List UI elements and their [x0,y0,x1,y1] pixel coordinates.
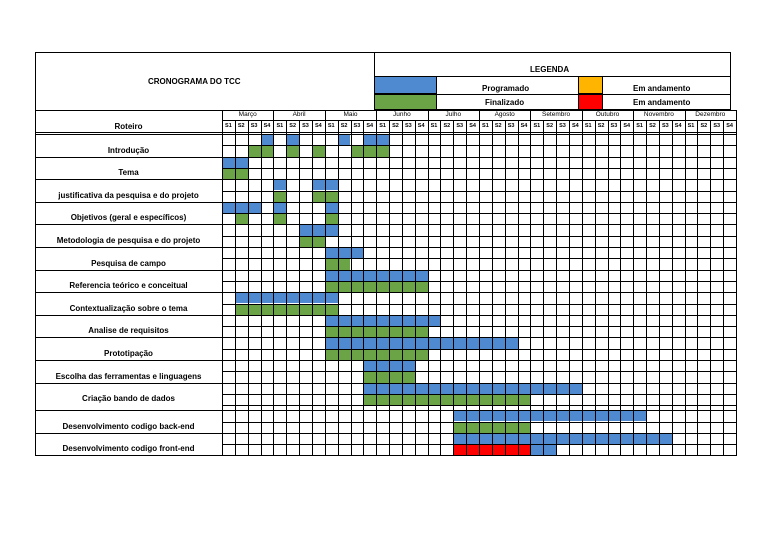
week-label: S1 [379,123,386,129]
month-divider [479,110,480,455]
row-divider [35,247,737,248]
subrow-divider [222,444,736,445]
row-divider [222,405,736,406]
row-divider [35,179,737,180]
month-label: Agosto [494,111,515,118]
week-label: S2 [237,123,245,129]
legend-heading: LEGENDA [530,65,570,74]
row-divider [35,337,737,338]
planned-bar [325,315,441,326]
planned-bar [273,179,286,190]
week-label: S3 [456,123,464,129]
month-divider [530,110,531,455]
month-label: Setembro [541,111,571,118]
month-divider [376,110,377,455]
week-label: S2 [340,123,348,129]
subrow-divider [222,394,736,395]
subrow-divider [222,168,736,169]
planned-bar [261,134,274,145]
planned-bar [363,383,581,394]
week-label: S3 [302,123,309,129]
done-bar [312,145,325,156]
planned-bar [325,337,518,348]
week-label: S2 [494,123,502,129]
row-divider [35,383,737,384]
task-label: Objetivos (geral e específicos) [70,213,187,223]
week-label: S3 [507,123,515,129]
week-label: S4 [366,123,374,129]
month-divider [325,110,326,455]
month-label: Outubro [595,111,620,118]
week-label: S4 [417,123,425,129]
done-bar [273,191,286,202]
task-label: Contextualização sobre o tema [69,303,188,313]
week-label: S4 [314,123,322,129]
roteiro-header: Roteiro [114,122,143,131]
planned-bar [299,224,338,235]
week-label: S1 [225,123,232,129]
subrow-divider [222,326,736,327]
task-label: Prototipação [104,349,153,358]
row-divider [35,360,737,361]
month-divider [582,110,583,455]
subrow-divider [222,213,736,214]
planned-bar [338,134,351,145]
planned-bar [222,202,261,213]
week-label: S1 [533,123,541,129]
month-divider [633,110,634,455]
task-label: justificativa da pesquisa e do projeto [58,190,199,200]
week-label: S2 [443,123,451,129]
week-label: S2 [392,123,399,129]
row-divider [35,433,737,434]
row-divider [35,292,737,293]
week-label: S1 [636,123,643,129]
week-label: S2 [289,123,297,129]
done-bar [235,213,248,224]
week-label: S3 [353,123,361,129]
row-divider [35,410,737,411]
task-label: Desenvolvimento codigo front-end [62,444,195,454]
row-divider [35,157,737,158]
week-label: S3 [559,123,566,129]
subrow-divider [222,236,736,237]
planned-bar [453,410,646,421]
month-label: Dezembro [695,111,726,118]
week-label: S2 [700,123,708,129]
week-label: S1 [430,123,438,129]
week-label: S4 [469,123,476,129]
task-label: Metodologia de pesquisa e do projeto [56,236,201,245]
schedule-title: CRONOGRAMA DO TCC [148,77,241,86]
week-label: S1 [276,123,284,129]
week-label: S2 [649,123,656,129]
planned-bar [273,202,286,213]
grid-left-border [35,52,36,456]
planned-bar [286,134,299,145]
task-label: Tema [118,168,139,178]
month-divider [428,110,429,455]
month-label: Julho [445,111,462,118]
week-label: S3 [713,123,721,129]
planned-bar [453,433,671,444]
week-label: S1 [327,123,335,129]
row-divider [35,202,737,203]
week-label: S4 [520,123,528,129]
month-row-top [35,110,737,111]
week-label: S4 [674,123,682,129]
subrow-divider [222,371,736,372]
row-divider [35,134,737,135]
month-label: Abril [292,111,306,118]
month-label: Novembro [643,111,674,118]
done-bar [351,145,390,156]
week-label: S4 [263,123,271,129]
task-label: Analise de requisitos [88,326,169,336]
week-label: S1 [584,123,592,129]
month-label: Junho [393,111,411,118]
month-label: Maio [343,111,358,118]
task-label: Escolha das ferramentas e linguagens [55,371,202,381]
legend-label-programado: Programado [482,84,530,93]
month-divider [273,110,274,455]
subrow-divider [222,191,736,192]
week-label: S4 [726,123,733,129]
row-divider [35,270,737,271]
task-label: Criação bando de dados [82,394,175,404]
task-label: Referencia teórico e conceitual [69,281,188,291]
week-label: S3 [661,123,669,129]
subrow-divider [222,422,736,423]
week-label: S2 [597,123,605,129]
week-label: S1 [482,123,489,129]
subrow-divider [222,281,736,282]
task-label: Pesquisa de campo [91,258,166,268]
planned-bar [325,202,338,213]
label-column-border [222,110,223,455]
done-bar [273,213,286,224]
legend-label-em-andamento-1: Em andamento [633,84,691,93]
week-label: S3 [404,123,412,129]
week-label: S2 [546,123,554,129]
grid-bottom [35,455,737,456]
task-label: Introdução [107,145,150,155]
grid-right-border [736,110,737,456]
month-label: Março [238,111,257,118]
legend-label-em-andamento-2: Em andamento [633,98,691,107]
week-label: S4 [623,123,631,129]
planned-bar [325,247,364,258]
subrow-divider [222,258,736,259]
task-label: Desenvolvimento codigo back-end [62,421,195,431]
week-label: S1 [687,123,695,129]
week-label: S4 [571,123,579,129]
subrow-divider [222,145,736,146]
subrow-divider [222,304,736,305]
month-divider [685,110,686,455]
week-label: S3 [250,123,258,129]
row-divider [35,315,737,316]
row-divider [35,224,737,225]
done-bar [286,145,299,156]
done-bar [325,213,338,224]
body-top [35,132,737,133]
subrow-divider [222,349,736,350]
legend-label-finalizado: Finalizado [485,98,525,107]
week-label: S3 [610,123,618,129]
